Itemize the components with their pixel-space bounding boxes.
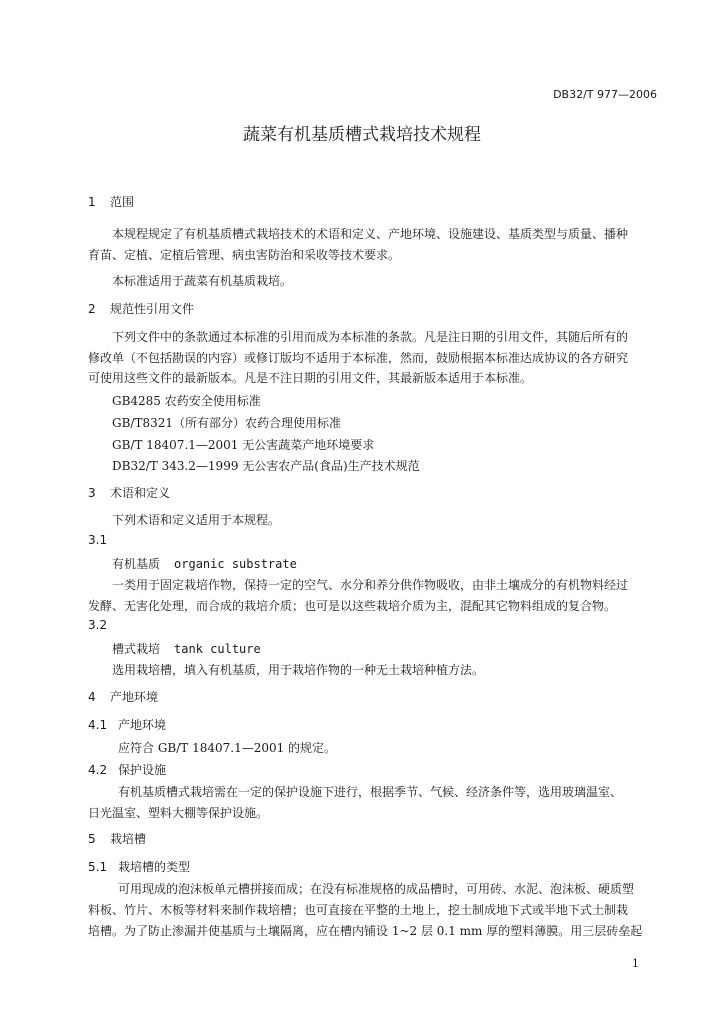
paragraph-line: 选用栽培槽，填入有机基质，用于栽培作物的一种无土栽培种植方法。 [112,663,485,677]
subsection-title: 栽培槽的类型 [118,860,191,874]
subsection-4-2-heading [88,761,166,778]
paragraph-line: 有机基质槽式栽培需在一定的保护设施下进行，根据季节、气候、经济条件等，选用玻璃温室、 [118,785,623,799]
section-title: 范围 [110,195,135,209]
clause-number: 3.1 [88,533,108,547]
paragraph-line: 一类用于固定栽培作物，保持一定的空气、水分和养分供作物吸收，由非土壤成分的有机物料经过 [112,578,629,592]
subsection-title: 保护设施 [118,763,167,777]
paragraph-line: 可用现成的泡沫板单元槽拼接而成；在没有标准规格的成品槽时，可用砖、水泥、泡沫板、硬质塑 [118,882,635,896]
section-title: 产地环境 [110,690,159,704]
reference-item: GB4285 农药安全使用标准 [112,394,261,408]
term-name: 槽式栽培 [112,642,161,656]
section-3-heading [88,484,170,501]
paragraph-line: 日光温室、塑料大棚等保护设施。 [88,806,269,820]
paragraph-line: 下列术语和定义适用于本规程。 [112,513,281,527]
reference-item: GB/T 18407.1—2001 无公害蔬菜产地环境要求 [112,438,375,452]
term-name: 有机基质 [112,557,161,571]
section-title: 栽培槽 [110,832,147,846]
paragraph-line: 本标准适用于蔬菜有机基质栽培。 [112,274,293,288]
subsection-number: 4.2 [88,763,108,777]
section-title: 规范性引用文件 [110,302,195,316]
section-1-heading [88,193,134,210]
subsection-number: 5.1 [88,860,108,874]
subsection-5-1-heading [88,858,190,875]
section-5-heading [88,830,146,847]
paragraph-line: 应符合 GB/T 18407.1—2001 的规定。 [118,741,337,755]
term-entry [112,640,261,657]
section-2-heading [88,300,194,317]
section-number: 5 [88,832,96,846]
reference-item: GB/T8321（所有部分）农药合理使用标准 [112,416,341,430]
subsection-4-1-heading [88,716,166,733]
section-number: 3 [88,486,96,500]
paragraph-line: 可使用这些文件的最新版本。凡是不注日期的引用文件，其最新版本适用于本标准。 [88,371,533,385]
subsection-title: 产地环境 [118,718,167,732]
reference-item: DB32/T 343.2—1999 无公害农产品(食品)生产技术规范 [112,459,420,473]
paragraph-line: 本规程规定了有机基质槽式栽培技术的术语和定义、产地环境、设施建设、基质类型与质量、播种 [112,227,629,241]
standard-number: DB32/T 977—2006 [553,88,657,101]
subsection-number: 4.1 [88,718,108,732]
paragraph-line: 下列文件中的条款通过本标准的引用而成为本标准的条款。凡是注日期的引用文件，其随后所有的 [112,330,629,344]
page-number: 1 [632,957,639,970]
document-title: 蔬菜有机基质槽式栽培技术规程 [243,125,481,145]
term-entry [112,555,297,572]
paragraph-line: 料板、竹片、木板等材料来制作栽培槽；也可直接在平整的土地上，挖土制成地下式或半地下式土制栽 [88,903,629,917]
term-english: tank culture [174,642,261,656]
paragraph-line: 育苗、定植、定植后管理、病虫害防治和采收等技术要求。 [88,248,401,262]
paragraph-line: 培槽。为了防止渗漏并使基质与土壤隔离，应在槽内铺设 1~2 层 0.1 mm 厚的塑料薄膜。用三层砖垒起 [88,924,643,938]
section-number: 1 [88,195,96,209]
paragraph-line: 修改单（不包括勘误的内容）或修订版均不适用于本标准，然而，鼓励根据本标准达成协议的各方研究 [88,351,629,365]
clause-number: 3.2 [88,618,108,632]
section-number: 2 [88,302,96,316]
section-number: 4 [88,690,96,704]
section-title: 术语和定义 [110,486,171,500]
section-4-heading [88,688,158,705]
paragraph-line: 发酵、无害化处理，而合成的栽培介质；也可是以这些栽培介质为主，混配其它物料组成的复合物。 [88,599,617,613]
term-english: organic substrate [174,557,297,571]
